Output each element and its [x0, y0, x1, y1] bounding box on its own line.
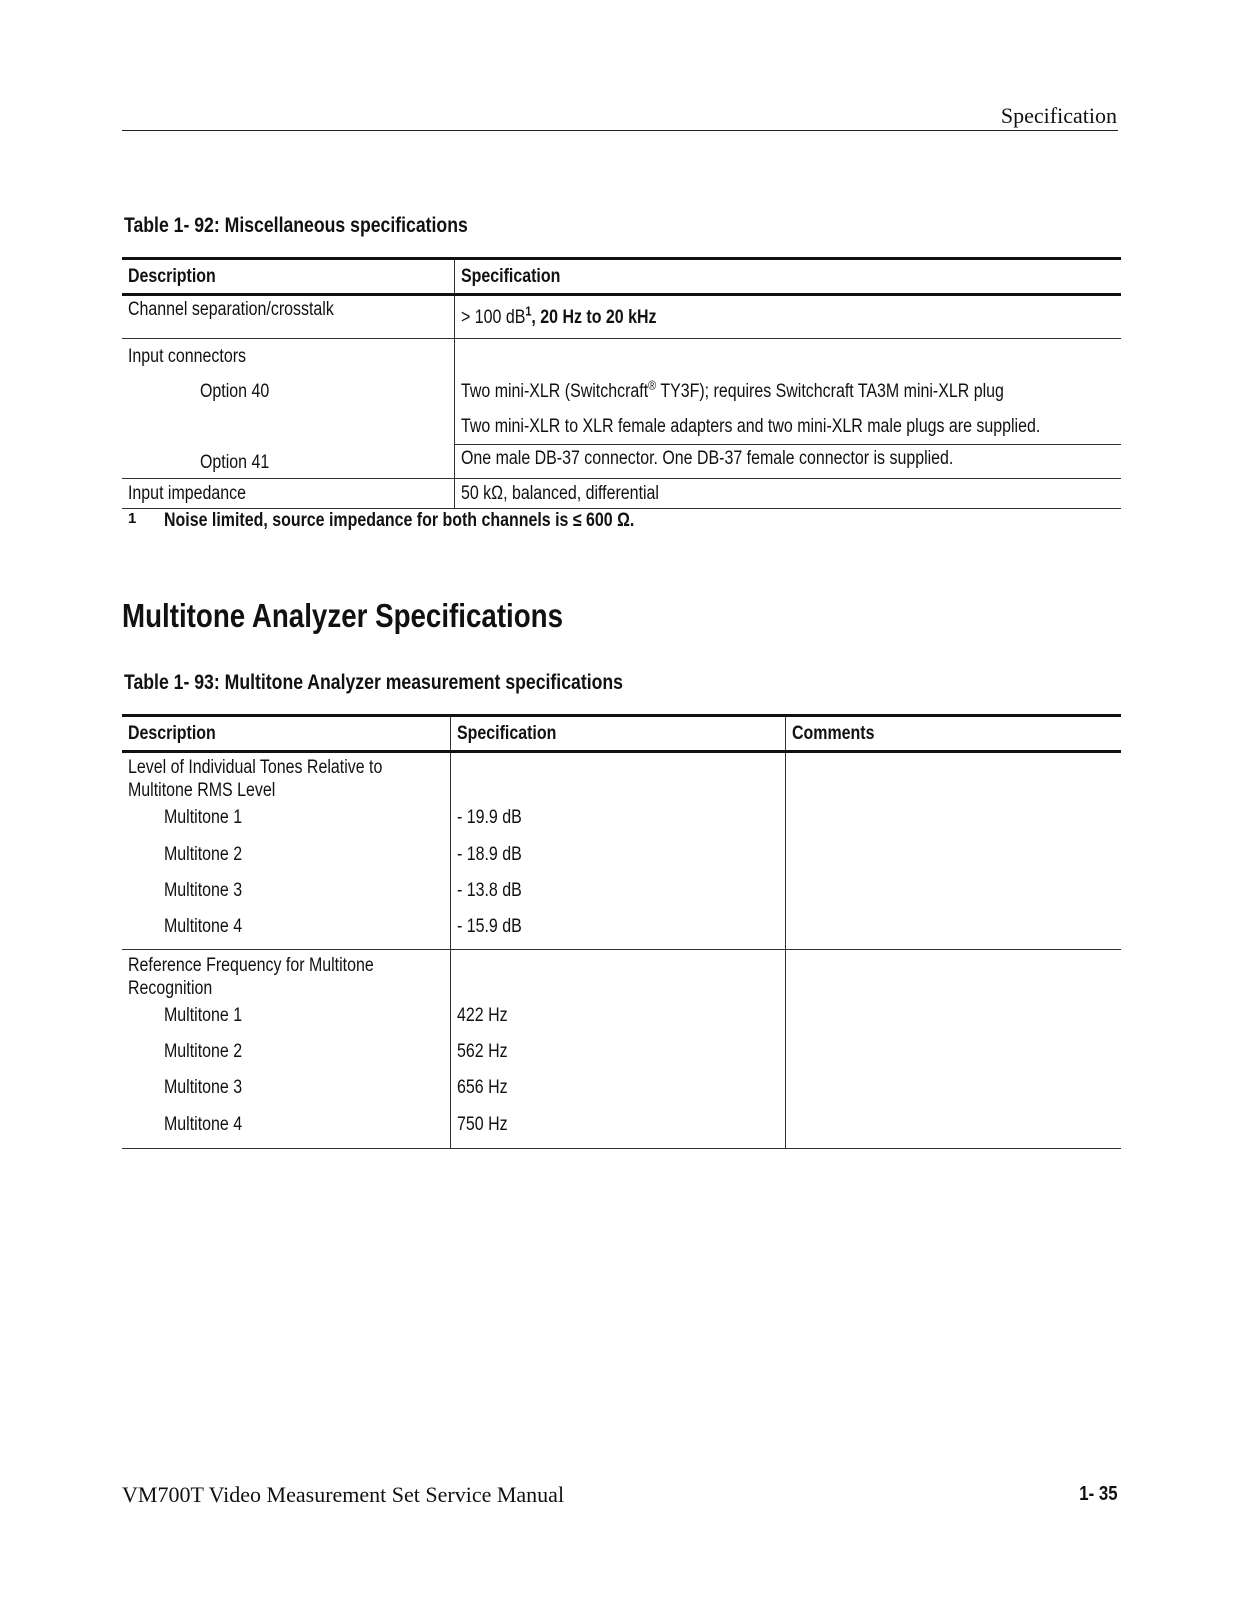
- header-specification: Specification: [454, 259, 1121, 295]
- row-description: Multitone 4: [122, 1110, 450, 1148]
- row-description: Multitone 1: [164, 807, 243, 828]
- table-row: [122, 911, 1121, 949]
- footer-manual-title: VM700T Video Measurement Set Service Manual: [122, 1482, 565, 1507]
- table-row: [122, 949, 1121, 1001]
- table-row: [122, 802, 1121, 839]
- table-row: [122, 752, 1121, 803]
- row-description: Channel separation/crosstalk: [122, 295, 454, 339]
- row-description: Multitone 3: [164, 880, 243, 901]
- table-row: [122, 839, 1121, 875]
- row-description: [122, 409, 454, 445]
- row-specification: - 19.9 dB: [450, 802, 785, 839]
- row-description: Option 40: [200, 380, 270, 402]
- multitone-spec-table: [122, 714, 1121, 1149]
- row-description: Multitone 3: [164, 1077, 243, 1098]
- misc-spec-table: [122, 257, 1121, 509]
- row-specification: - 18.9 dB: [450, 839, 785, 875]
- table-row: [122, 1001, 1121, 1037]
- table-row: [122, 875, 1121, 911]
- table-row: [122, 1110, 1121, 1148]
- footnote-text: Noise limited, source impedance for both channels is ≤ 600 Ω.: [164, 510, 635, 531]
- header-description: Description: [122, 259, 454, 295]
- row-specification: 750 Hz: [450, 1110, 785, 1148]
- row-specification: 422 Hz: [450, 1001, 785, 1037]
- row-description: Multitone 2: [164, 844, 243, 865]
- footnote-mark: 1: [128, 510, 137, 527]
- running-head-title: Specification: [1000, 103, 1117, 128]
- row-description: Multitone 4: [122, 911, 450, 949]
- table-row: [122, 409, 1121, 445]
- row-description: Multitone 1: [164, 1005, 243, 1026]
- table-93-title: Table 1- 93: Multitone Analyzer measurement specifications: [124, 671, 623, 694]
- table-footnote: [128, 510, 724, 532]
- row-description: Option 41: [122, 445, 454, 479]
- row-specification: > 100 $dB^1$, 20 Hz to 20 kHz: [454, 295, 1121, 339]
- header-specification: Specification: [450, 716, 785, 752]
- row-specification: One male DB-37 connector. One DB-37 female connector is supplied.: [454, 445, 1121, 479]
- table-row: [122, 1073, 1121, 1110]
- row-specification: Two mini-XLR to XLR female adapters and two mini-XLR male plugs are supplied.: [454, 409, 1121, 445]
- row-specification: 50 kΩ, balanced, differential: [454, 479, 1121, 509]
- table-row: [122, 339, 1121, 373]
- table-row: [122, 373, 1121, 409]
- row-group-label: Level of Individual Tones Relative to Multitone RMS Level: [128, 757, 383, 801]
- table-row: [122, 445, 1121, 479]
- table-header-row: [122, 259, 1121, 295]
- table-row: [122, 295, 1121, 339]
- footer-page-number: 1- 35: [1079, 1483, 1118, 1505]
- table-header-row: [122, 716, 1121, 752]
- running-head: [122, 103, 1117, 129]
- table-92-title: Table 1- 92: Miscellaneous specifications: [124, 214, 468, 237]
- row-description: Input connectors: [128, 346, 247, 367]
- row-specification: Two mini-XLR (Switchcraft® TY3F); requires Switchcraft TA3M mini-XLR plug: [454, 373, 1121, 409]
- row-specification: 656 Hz: [450, 1073, 785, 1110]
- header-comments: Comments: [785, 716, 1121, 752]
- table-row: [122, 479, 1121, 509]
- table-row: [122, 1037, 1121, 1073]
- row-specification: [454, 339, 1121, 373]
- row-specification: - 13.8 dB: [450, 875, 785, 911]
- row-specification: 562 Hz: [450, 1037, 785, 1073]
- section-heading: Multitone Analyzer Specifications: [122, 597, 564, 634]
- row-description: Multitone 2: [164, 1041, 243, 1062]
- header-description: Description: [122, 716, 450, 752]
- row-description: Input impedance: [122, 479, 454, 509]
- header-rule: [122, 130, 1118, 131]
- row-group-label: Reference Frequency for Multitone Recognition: [128, 954, 374, 999]
- row-specification: - 15.9 dB: [450, 911, 785, 949]
